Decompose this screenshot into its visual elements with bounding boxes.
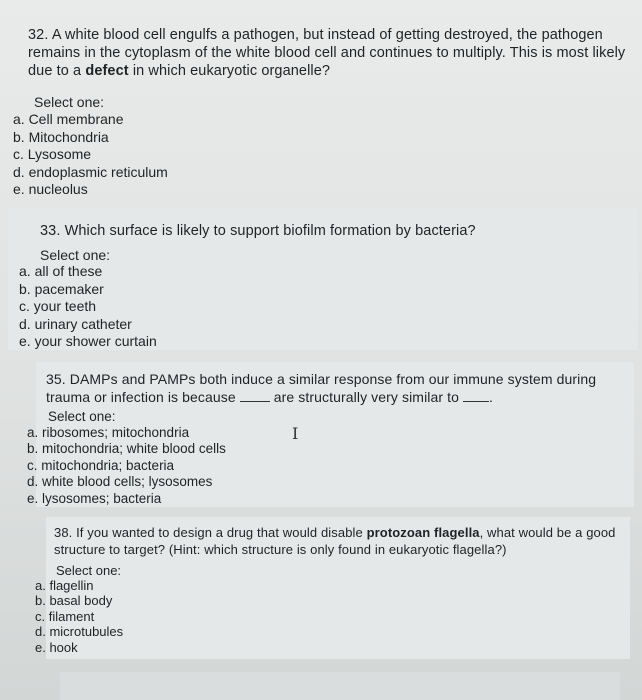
- question-38-options: [35, 578, 123, 655]
- question-33-stem: [40, 222, 630, 240]
- question-32-stem: [28, 26, 634, 80]
- question-32-bold: defect: [85, 63, 129, 79]
- option-35-b[interactable]: b. mitochondria; white blood cells: [27, 441, 226, 457]
- question-35-options: [27, 425, 226, 507]
- option-38-d[interactable]: d. microtubules: [35, 624, 124, 640]
- option-33-b[interactable]: b. pacemaker: [19, 280, 104, 297]
- question-32-text-part2: in which eukaryotic organelle?: [132, 63, 331, 79]
- question-33-options: [19, 263, 157, 351]
- question-32-text-part1: A white blood cell engulfs a pathogen, but instead of getting destroyed, the pathogen remains in the cytoplasm of the white blood cell and continues to multiply. This is most likely due to a: [28, 27, 626, 79]
- question-35-blank-2[interactable]: [463, 401, 489, 402]
- option-35-c[interactable]: c. mitochondria; bacteria: [27, 457, 175, 473]
- option-33-a[interactable]: a. all of these: [19, 263, 103, 279]
- question-35-blank-1[interactable]: [240, 401, 270, 402]
- question-35-select-label: Select one:: [48, 409, 116, 424]
- text-cursor-icon: I: [292, 424, 299, 443]
- next-question-panel-edge: [60, 672, 620, 700]
- question-38-stem: [54, 524, 626, 558]
- question-38-select-label: Select one:: [56, 563, 122, 578]
- question-33: [40, 222, 630, 240]
- option-32-c[interactable]: c. Lysosome: [13, 146, 92, 163]
- option-38-a[interactable]: a. flagellin: [35, 578, 94, 593]
- option-35-d[interactable]: d. white blood cells; lysosomes: [27, 474, 213, 490]
- option-38-b[interactable]: b. basal body: [35, 593, 113, 609]
- question-35-number: 35.: [46, 371, 66, 387]
- question-33-select-label: Select one:: [40, 247, 111, 263]
- question-35-text-part1: DAMPs and PAMPs both induce a similar response from our immune system during trauma or infection is because: [46, 371, 597, 405]
- option-32-a[interactable]: a. Cell membrane: [13, 111, 124, 127]
- option-32-e[interactable]: e. nucleolus: [13, 181, 88, 198]
- question-38: [54, 524, 626, 558]
- question-33-number: 33.: [40, 223, 61, 239]
- option-38-c[interactable]: c. filament: [35, 608, 95, 624]
- question-33-text: Which surface is likely to support biofilm formation by bacteria?: [64, 223, 476, 239]
- question-35: [46, 370, 626, 406]
- question-38-bold: protozoan flagella: [366, 525, 480, 540]
- question-35-text-part2: are structurally very similar to: [273, 389, 460, 405]
- option-32-b[interactable]: b. Mitochondria: [13, 128, 109, 145]
- question-32-options: [13, 111, 168, 199]
- option-33-d[interactable]: d. urinary catheter: [19, 315, 132, 332]
- question-32-select-label: Select one:: [34, 94, 105, 110]
- question-38-text-part2: , what would be a good structure to target? (Hint: which structure is only found in eukaryotic flagella?): [54, 525, 616, 557]
- question-38-number: 38.: [54, 525, 73, 540]
- option-35-a[interactable]: a. ribosomes; mitochondria: [27, 425, 190, 440]
- question-32: [28, 26, 634, 80]
- question-32-number: 32.: [28, 27, 49, 43]
- question-35-text-end: .: [489, 389, 494, 405]
- option-38-e[interactable]: e. hook: [35, 639, 78, 655]
- option-33-c[interactable]: c. your teeth: [19, 298, 97, 315]
- option-33-e[interactable]: e. your shower curtain: [19, 333, 157, 350]
- option-32-d[interactable]: d. endoplasmic reticulum: [13, 163, 168, 180]
- question-38-text-part1: If you wanted to design a drug that would disable: [76, 525, 363, 540]
- option-35-e[interactable]: e. lysosomes; bacteria: [27, 490, 162, 506]
- question-35-stem: [46, 370, 626, 406]
